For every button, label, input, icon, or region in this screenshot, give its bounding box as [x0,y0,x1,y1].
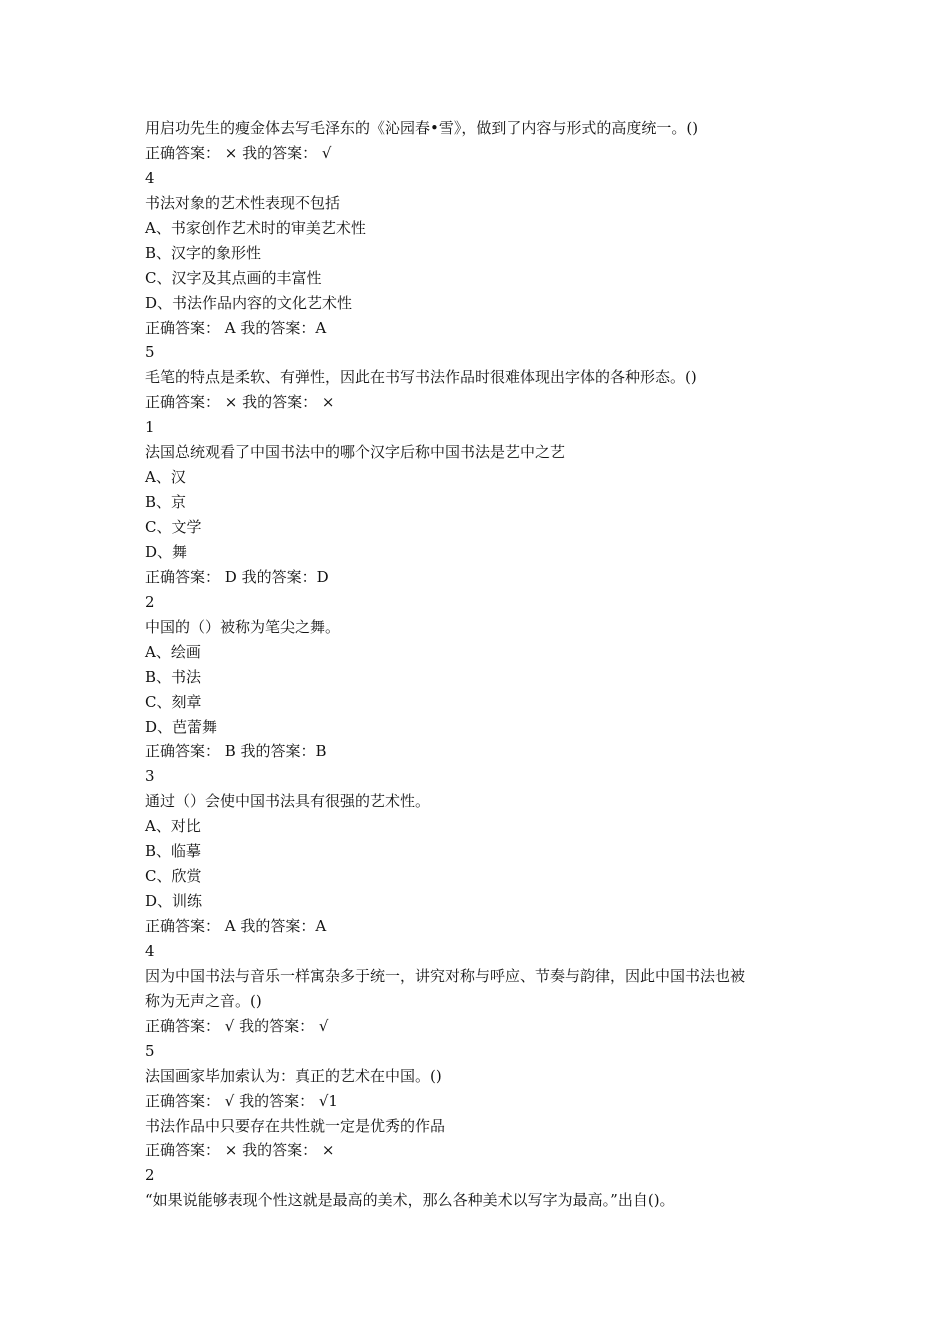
text-line: 5 [145,343,155,362]
text-line: B、汉字的象形性 [145,243,262,262]
text-line: 1 [145,418,155,437]
text-line: 用启功先生的瘦金体去写毛泽东的《沁园春•雪》，做到了内容与形式的高度统一。() [145,119,699,137]
text-line: C、文学 [145,518,202,536]
text-line: 正确答案： D 我的答案：D [145,567,329,586]
text-line: 正确答案： × 我的答案： √ [145,143,332,162]
text-line: 正确答案： × 我的答案： × [145,393,335,412]
text-line: A、书家创作艺术时的审美艺术性 [145,218,366,237]
text-line: C、欣赏 [145,867,202,886]
document-body [145,116,825,1213]
text-line: 称为无声之音。() [145,991,262,1010]
text-line: D、芭蕾舞 [145,717,218,736]
text-line: C、汉字及其点画的丰富性 [145,268,322,287]
text-line: 法国总统观看了中国书法中的哪个汉字后称中国书法是艺中之艺 [145,443,566,462]
text-line: 正确答案： √ 我的答案： √1 [145,1091,338,1110]
text-line: 正确答案： A 我的答案：A [145,917,327,935]
text-line: 中国的（）被称为笔尖之舞。 [145,617,341,636]
text-line: 正确答案： × 我的答案： × [145,1141,335,1160]
text-line: D、训练 [145,892,203,911]
text-line: B、京 [145,493,187,512]
text-line: D、书法作品内容的文化艺术性 [145,293,353,312]
text-line: 5 [145,1041,155,1060]
text-line: 正确答案： A 我的答案：A [145,318,327,337]
text-line: 法国画家毕加索认为：真正的艺术在中国。() [145,1066,442,1085]
text-line: 3 [145,767,155,786]
text-line: A、对比 [145,817,201,836]
text-line: “如果说能够表现个性这就是最高的美术，那么各种美术以写字为最高。”出自()。 [145,1191,675,1210]
text-line: 4 [145,941,155,960]
text-line: C、刻章 [145,692,202,711]
text-line: 4 [145,168,155,187]
text-line: 书法对象的艺术性表现不包括 [145,193,341,212]
text-line: 通过（）会使中国书法具有很强的艺术性。 [145,792,431,811]
text-line: 2 [145,592,155,611]
text-line: 因为中国书法与音乐一样寓杂多于统一，讲究对称与呼应、节奏与韵律，因此中国书法也被 [145,966,746,985]
text-line: 正确答案： B 我的答案：B [145,742,327,761]
text-line: 正确答案： √ 我的答案： √ [145,1016,329,1035]
text-line: A、汉 [145,468,186,487]
text-line: 2 [145,1166,155,1185]
text-line: D、舞 [145,542,188,561]
text-line: B、书法 [145,667,202,686]
text-line: 书法作品中只要存在共性就一定是优秀的作品 [145,1116,446,1135]
text-line: B、临摹 [145,842,202,861]
text-line: 毛笔的特点是柔软、有弹性，因此在书写书法作品时很难体现出字体的各种形态。() [145,368,697,387]
text-line: A、绘画 [145,642,201,661]
